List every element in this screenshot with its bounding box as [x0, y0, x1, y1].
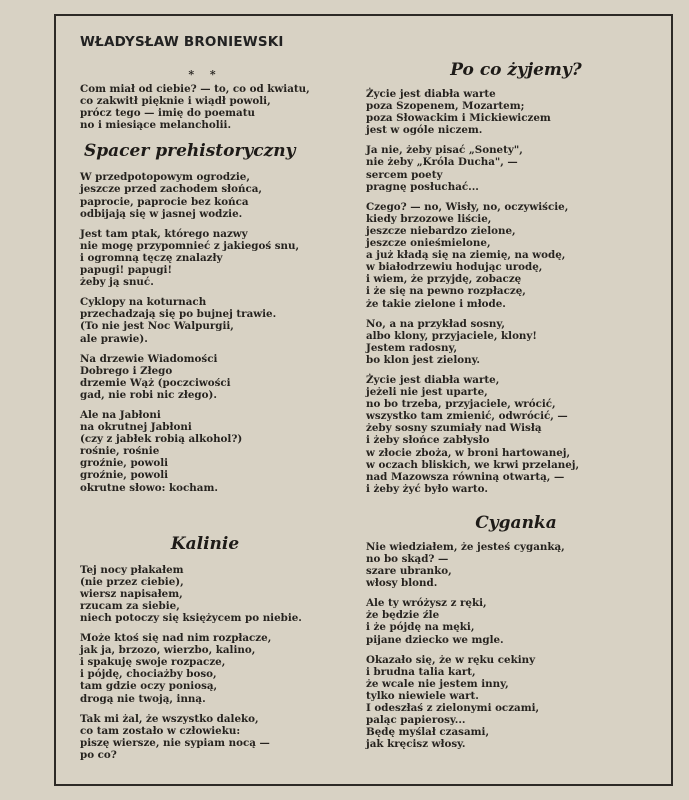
poem-stanza: Na drzewie Wiadomości Dobrego i Złego drzemie Wąż (poczciwości gad, nie robi nic złego).	[80, 352, 231, 401]
left-column	[80, 24, 350, 769]
right-column	[366, 60, 666, 758]
poem-title-spacer: Spacer prehistoryczny	[84, 141, 296, 162]
poem-stanza: Tak mi żal, że wszystko daleko, co tam zostało w człowieku: piszę wiersze, nie sypiam nocą — po co?	[80, 712, 270, 761]
poem-title-cyganka: Cyganka	[475, 512, 557, 533]
author-name: WŁADYSŁAW BRONIEWSKI	[80, 34, 284, 50]
poem-stanza: Może ktoś się nad nim rozpłacze, jak ja, brzozo, wierzbo, kalino, i spakuję swoje rozpacze, i pójdę, chociażby boso, tam gdzie oczy poniosą, drogą nie twoją, inną.	[80, 632, 272, 705]
poem-stanza: W przedpotopowym ogrodzie, jeszcze przed zachodem słońca, paprocie, paprocie bez końca odbijają się w jasnej wodzie.	[80, 171, 262, 220]
intro-poem-marker: * *	[188, 68, 222, 81]
poem-stanza: Nie wiedziałem, że jesteś cyganką, no bo skąd? — szare ubranko, włosy blond.	[366, 540, 565, 590]
poem-stanza: Ja nie, żeby pisać „Sonety", nie żeby „Króla Ducha", — sercem poety pragnę posłuchać...	[366, 144, 523, 193]
poem-title-po-co: Po co żyjemy?	[450, 60, 582, 80]
poem-stanza: Jest tam ptak, którego nazwy nie mogę przypomnieć z jakiegoś snu, i ogromną tęczę znalazły papugi! papugi! żeby ją snuć.	[80, 227, 300, 289]
poem-stanza: Cyklopy na koturnach przechadzają się po bujnej trawie. (To nie jest Noc Walpurgii, ale prawie).	[80, 296, 277, 345]
poem-stanza: Życie jest diabła warte poza Szopenem, Mozartem; poza Słowackim i Mickiewiczem jest w ogóle niczem.	[366, 88, 551, 137]
intro-poem-stanza: Com miał od ciebie? — to, co od kwiatu, co zakwitł pięknie i wiądł powoli, prócz tego — imię do poematu no i miesiące melancholii.	[80, 83, 310, 132]
poem-stanza: No, a na przykład sosny, albo klony, przyjaciele, klony! Jestem radosny, bo klon jest zielony.	[366, 317, 537, 366]
poem-stanza: Ale na Jabłoni na okrutnej Jabłoni (czy z jabłek robią alkohol?) rośnie, rośnie groźnie, powoli groźnie, powoli okrutne słowo: kocham.	[80, 408, 243, 494]
poem-stanza: Okazało się, że w ręku cekiny i brudna talia kart, że wcale nie jestem inny, tylko niewiele wart. I odeszłaś z zielonymi oczami, paląc papierosy... Będę myślał czasami, jak kręcisz włosy.	[366, 653, 540, 751]
poem-stanza: Ale ty wróżysz z ręki, że będzie źle i że pójdę na męki, pijane dziecko we mgle.	[366, 597, 504, 646]
poem-title-kalinie: Kalinie	[170, 533, 240, 554]
poem-stanza: Tej nocy płakałem (nie przez ciebie), wiersz napisałem, rzucam za siebie, niech potoczy się księżycem po niebie.	[80, 563, 302, 624]
poem-stanza: Czego? — no, Wisły, no, oczywiście, kiedy brzozowe liście, jeszcze niebardzo zielone, jeszcze onieśmielone, a już kładą się na ziemię, na wodę, w białodrzewiu hodując urodę, i wiem, że przyjdę, zobaczę i że się na pewno rozpłaczę, że takie zielone i młode.	[366, 200, 569, 310]
poem-stanza: Życie jest diabła warte, jeżeli nie jest uparte, no bo trzeba, przyjaciele, wrócić, wszystko tam zmienić, odwrócić, — żeby sosny szumiały nad Wisłą i żeby słońce zabłysło w złocie zboża, w broni hartowanej, w oczach bliskich, we krwi przelanej, nad Mazowsza równiną otwartą, — i żeby żyć było warto.	[366, 373, 580, 495]
